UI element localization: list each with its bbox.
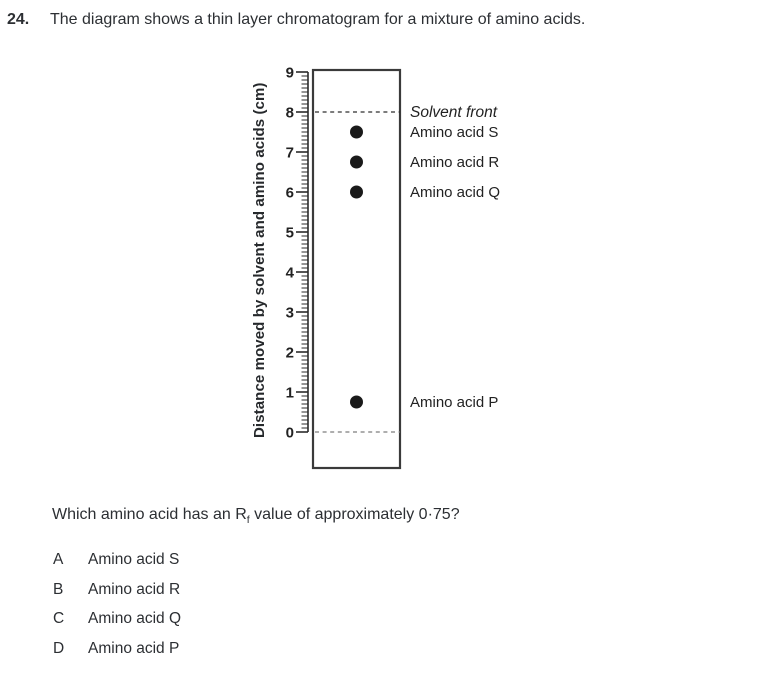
tick-label: 2: [285, 344, 294, 362]
tick-label: 1: [285, 384, 294, 402]
option-b-label: Amino acid R: [88, 580, 181, 598]
tick-label: 8: [285, 104, 294, 122]
spot-label: Amino acid R: [410, 154, 500, 171]
tick-label: 4: [285, 264, 294, 282]
option-d: [53, 641, 181, 657]
option-c-letter: C: [53, 610, 65, 627]
tick-label: 7: [285, 144, 294, 162]
chromatogram-diagram: [250, 60, 762, 480]
spot-amino-acid-s: [350, 126, 363, 139]
chromatogram-plot: [280, 60, 530, 480]
tick-label: 9: [285, 64, 294, 82]
tick-label: 0: [285, 424, 294, 442]
option-a-letter: A: [53, 551, 64, 568]
option-b-letter: B: [53, 580, 64, 598]
stem-subscript: f: [246, 514, 250, 527]
option-d-letter: D: [53, 639, 65, 657]
question-number: 24.: [7, 11, 30, 28]
stem-text-suffix: value of approximately 0·75?: [249, 506, 460, 523]
spot-label: Amino acid S: [410, 124, 499, 141]
option-c: [53, 611, 181, 627]
option-a: [53, 552, 181, 568]
spot-amino-acid-q: [350, 186, 363, 199]
question-header: [7, 9, 755, 31]
tick-label: 5: [285, 224, 294, 242]
stem-text: Which amino acid has an R: [52, 506, 247, 523]
spot-label: Amino acid P: [410, 394, 499, 411]
answer-options: [53, 552, 181, 670]
option-c-label: Amino acid Q: [88, 610, 182, 627]
spot-label: Amino acid Q: [410, 184, 501, 201]
solvent-front-label: Solvent front: [410, 104, 498, 121]
spot-amino-acid-p: [350, 396, 363, 409]
option-b: [53, 582, 181, 598]
spot-amino-acid-r: [350, 156, 363, 169]
option-a-label: Amino acid S: [88, 551, 180, 568]
y-axis-label: Distance moved by solvent and amino acids (cm): [251, 82, 268, 438]
question-intro: The diagram shows a thin layer chromatogram for a mixture of amino acids.: [50, 11, 586, 28]
question-stem: [52, 506, 460, 526]
tick-label: 6: [285, 184, 294, 202]
tick-label: 3: [285, 304, 294, 322]
option-d-label: Amino acid P: [88, 639, 180, 657]
